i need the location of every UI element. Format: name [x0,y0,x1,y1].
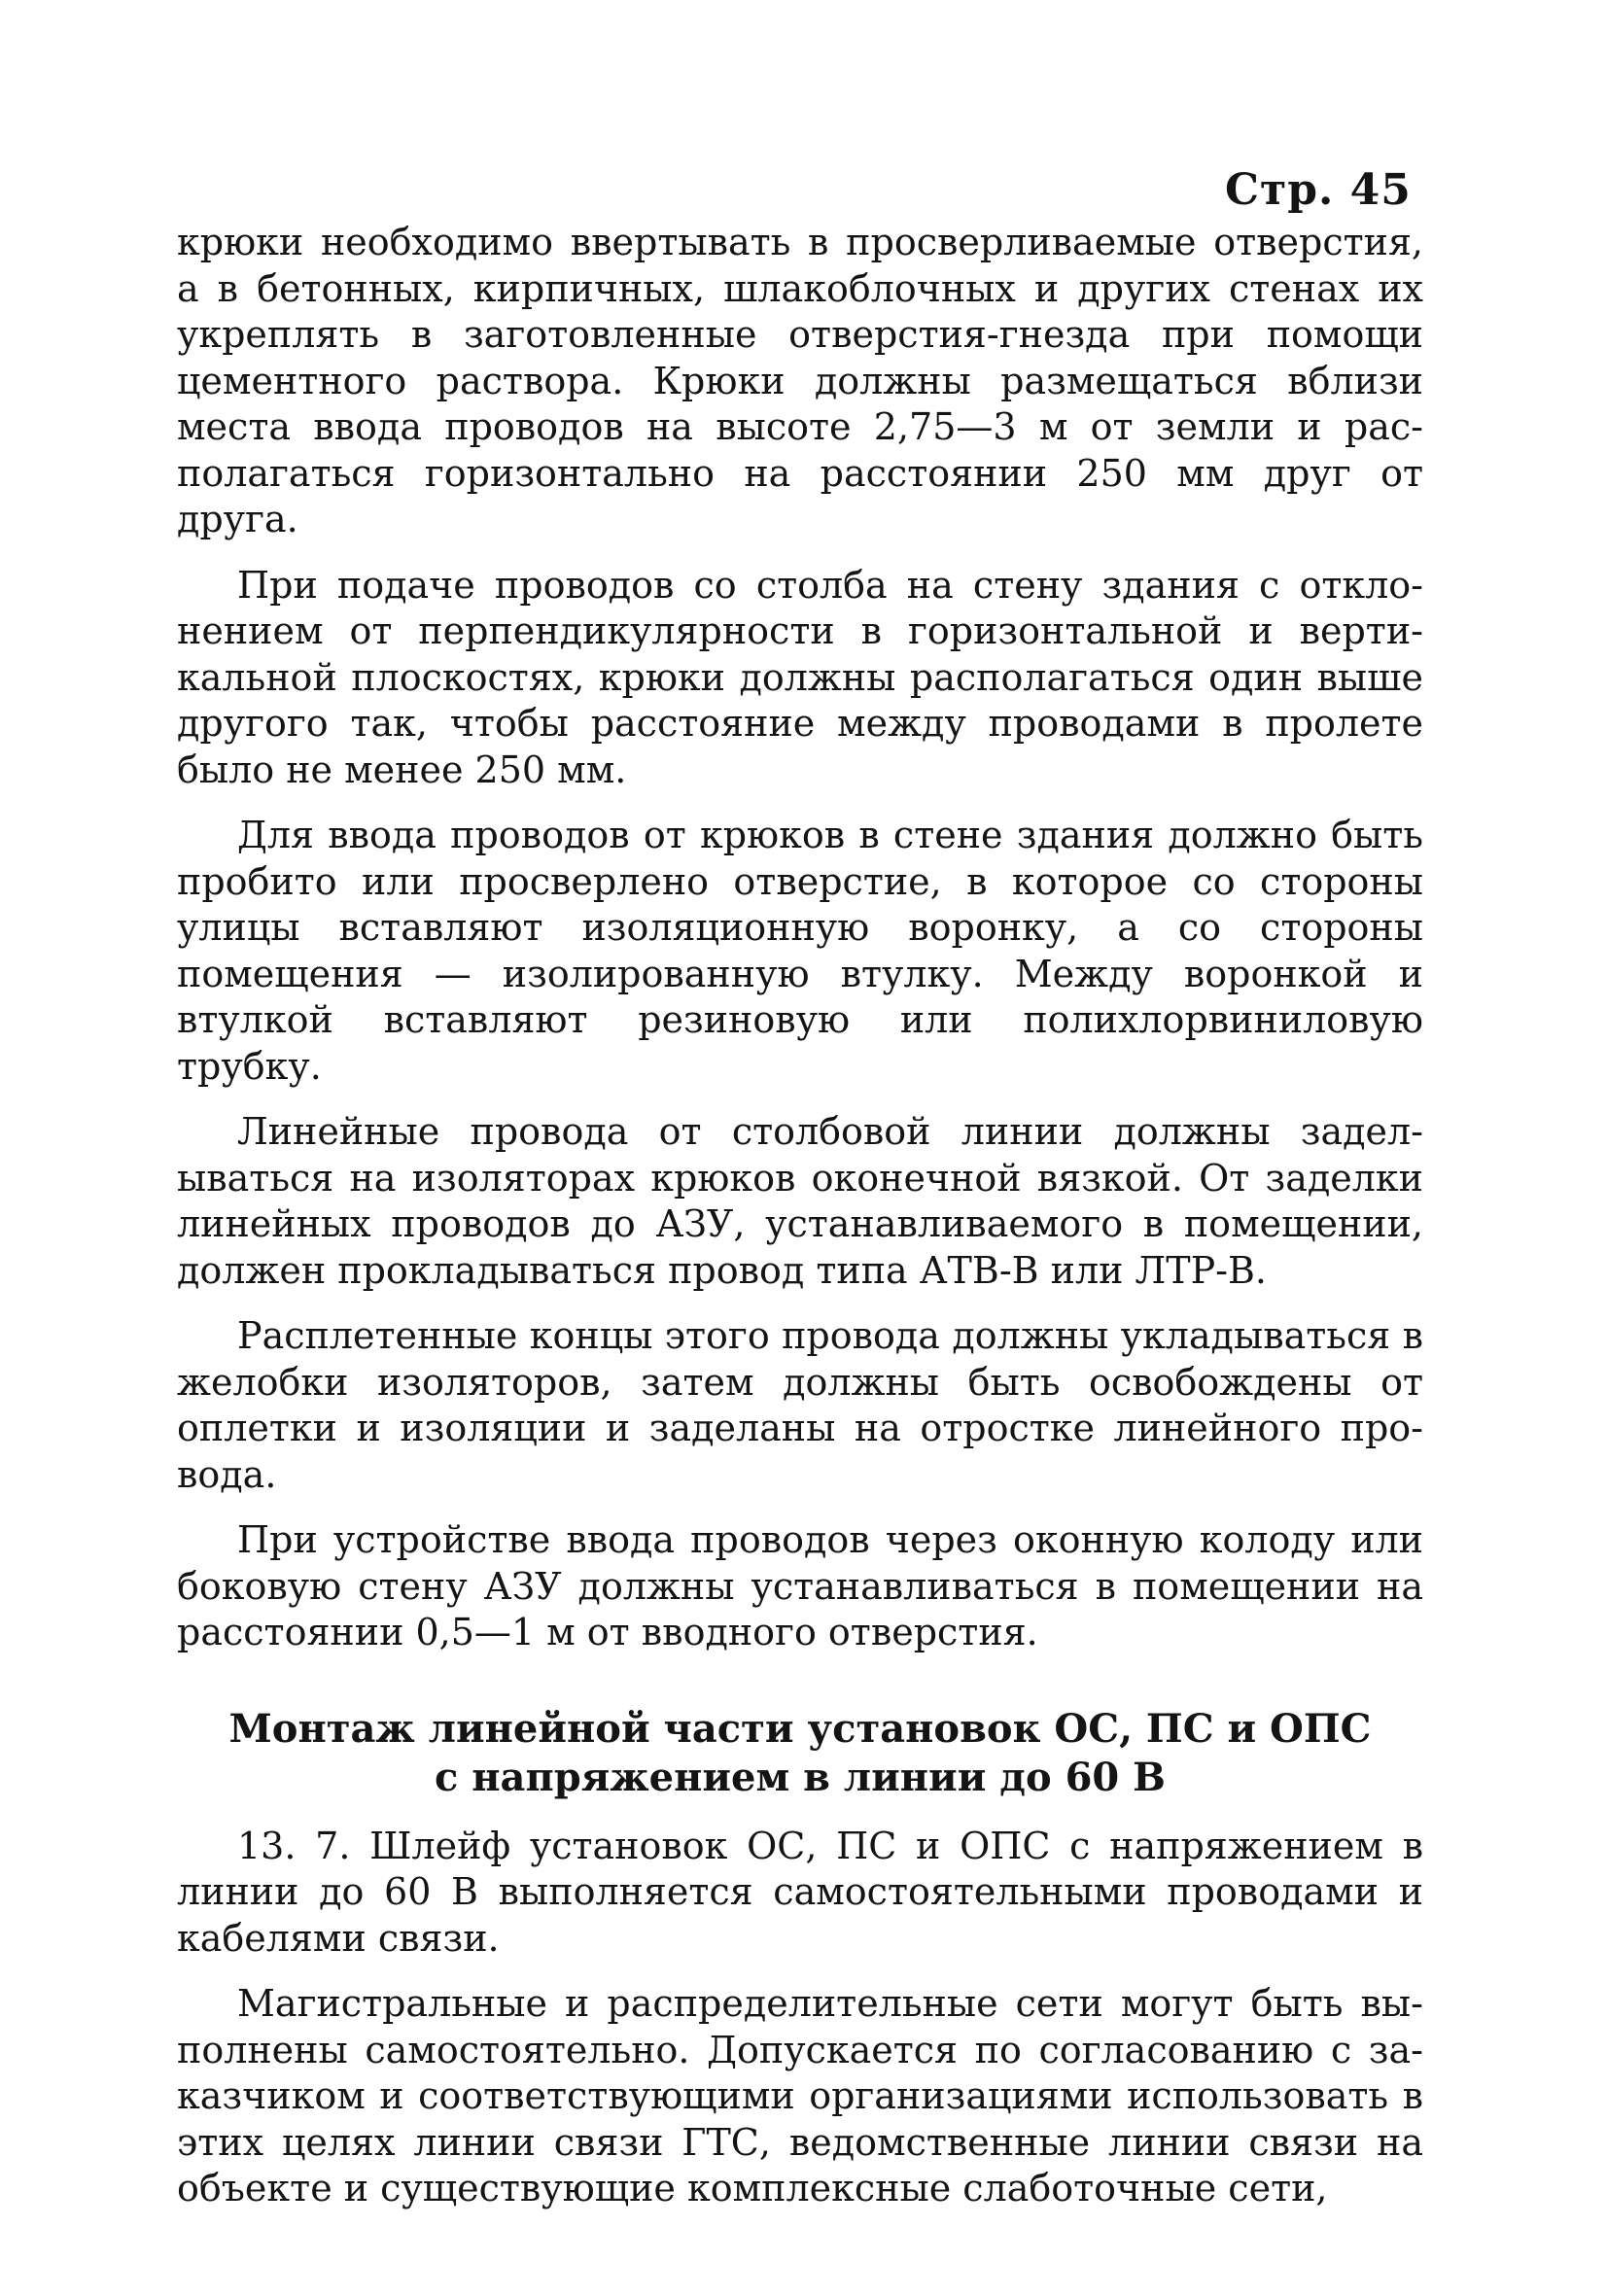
paragraph-braided-ends: Расплетенные концы этого провода должны укладываться в желобки изоляторов, затем должны быть освобождены от оплетки и изоляции и заделаны на отростке линейного провода. [177,1314,1423,1496]
paragraph-wall-entry: Для ввода проводов от крюков в стене здания должно быть пробито или просверлено отверстие, в которое со стороны улицы вставляют изоляционную воронку, а со стороны помещения — изолированную втулку. Между воронкой и втулкой вставляют резиновую или полихлорвиниловую трубку. [177,814,1423,1088]
paragraph-wire-feed: При подаче проводов со столба на стену здания с отклонением от перпендикулярности в горизонтальной и вертикальной плоскостях, крюки должны располагаться один выше другого так, чтобы расстояние между проводами в пролете было не менее 250 мм. [177,563,1423,791]
paragraph-window-entry: При устройстве ввода проводов через оконную колоду или боковую стену АЗУ должны устанавливаться в помещении на расстоянии 0,5—1 м от вводного отверстия. [177,1518,1423,1653]
paragraph-hooks-installation: крюки необходимо ввертывать в просверливаемые отверстия, а в бетонных, кирпичных, шлакоблочных и других стенах их укреплять в заготовленные отверстия-гнезда при помощи цементного раствора. Крюки должны размещаться вблизи места ввода проводов на высоте 2,75—3 м от земли и располагаться горизонтально на расстоянии 250 мм друг от друга. [177,221,1423,540]
page-number: Стр. 45 [1225,165,1412,215]
section-heading [177,1705,1423,1802]
section-heading-line-2: с напряжением в линии до 60 В [435,1754,1166,1800]
section-heading-line-1: Монтаж линейной части установок ОС, ПС и ОПС [228,1705,1372,1752]
paragraph-line-wires: Линейные провода от столбовой линии должны заделываться на изоляторах крюков оконечной вязкой. От заделки линейных проводов до АЗУ, устанавливаемого в помещении, должен прокладываться провод типа АТВ-В или ЛТР-В. [177,1110,1423,1292]
paragraph-trunk-networks: Магистральные и распределительные сети могут быть выполнены самостоятельно. Допускается по согласованию с заказчиком и соответствующими организациями использовать в этих целях линии связи ГТС, ведомственные линии связи на объекте и существующие комплексные слаботочные сети, [177,1982,1423,2209]
paragraph-clause-13-7: 13. 7. Шлейф установок ОС, ПС и ОПС с напряжением в линии до 60 В выполняется самостоятельными проводами и кабелями связи. [177,1824,1423,1960]
text-body [177,220,1423,2212]
